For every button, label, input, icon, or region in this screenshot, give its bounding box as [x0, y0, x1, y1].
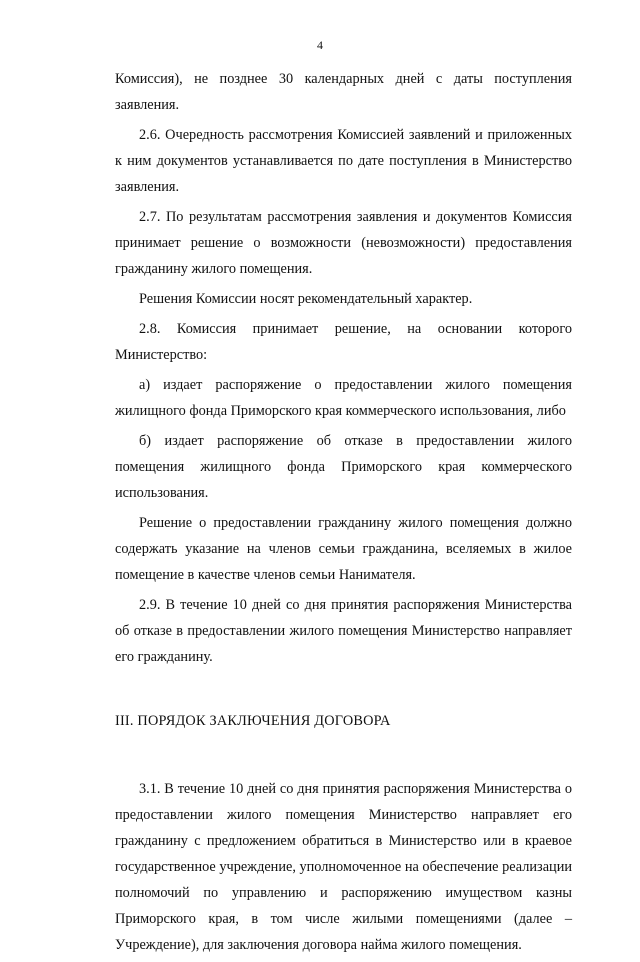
paragraph-3-1: 3.1. В течение 10 дней со дня принятия распоряжения Министерства о предоставлении жилого помещения Министерство направляет его гражданину с предложением обратиться в Министерство или в краевое государственное учреждение, уполномоченное на обеспечение реализации полномочий по управлению и распоряжению имуществом казны Приморского края, в том числе жилыми помещениями (далее – Учреждение), для заключения договора найма жилого помещения. [115, 781, 572, 953]
paragraph-continuation: Комиссия), не позднее 30 календарных дней с даты поступления заявления. [115, 71, 572, 113]
paragraph-2-8-a: а) издает распоряжение о предоставлении жилого помещения жилищного фонда Приморского края коммерческого использования, либо [115, 377, 572, 419]
page-number: 4 [317, 38, 323, 52]
paragraph-2-8: 2.8. Комиссия принимает решение, на основании которого Министерство: [115, 321, 572, 363]
paragraph-2-6: 2.6. Очередность рассмотрения Комиссией заявлений и приложенных к ним документов устанавливается по дате поступления в Министерство заявления. [115, 127, 572, 195]
paragraph-2-9: 2.9. В течение 10 дней со дня принятия распоряжения Министерства об отказе в предоставлении жилого помещения Министерство направляет его гражданину. [115, 597, 572, 665]
paragraph-2-8-b: б) издает распоряжение об отказе в предоставлении жилого помещения жилищного фонда Приморского края коммерческого использования. [115, 433, 572, 501]
section-heading: III. ПОРЯДОК ЗАКЛЮЧЕНИЯ ДОГОВОРА [115, 713, 391, 729]
paragraph-decision-content: Решение о предоставлении гражданину жилого помещения должно содержать указание на членов семьи гражданина, вселяемых в жилое помещение в качестве членов семьи Нанимателя. [115, 515, 572, 583]
document-body [115, 66, 572, 962]
paragraph-2-7: 2.7. По результатам рассмотрения заявления и документов Комиссия принимает решение о возможности (невозможности) предоставления гражданину жилого помещения. [115, 209, 572, 277]
paragraph-recommendation: Решения Комиссии носят рекомендательный характер. [139, 291, 473, 307]
